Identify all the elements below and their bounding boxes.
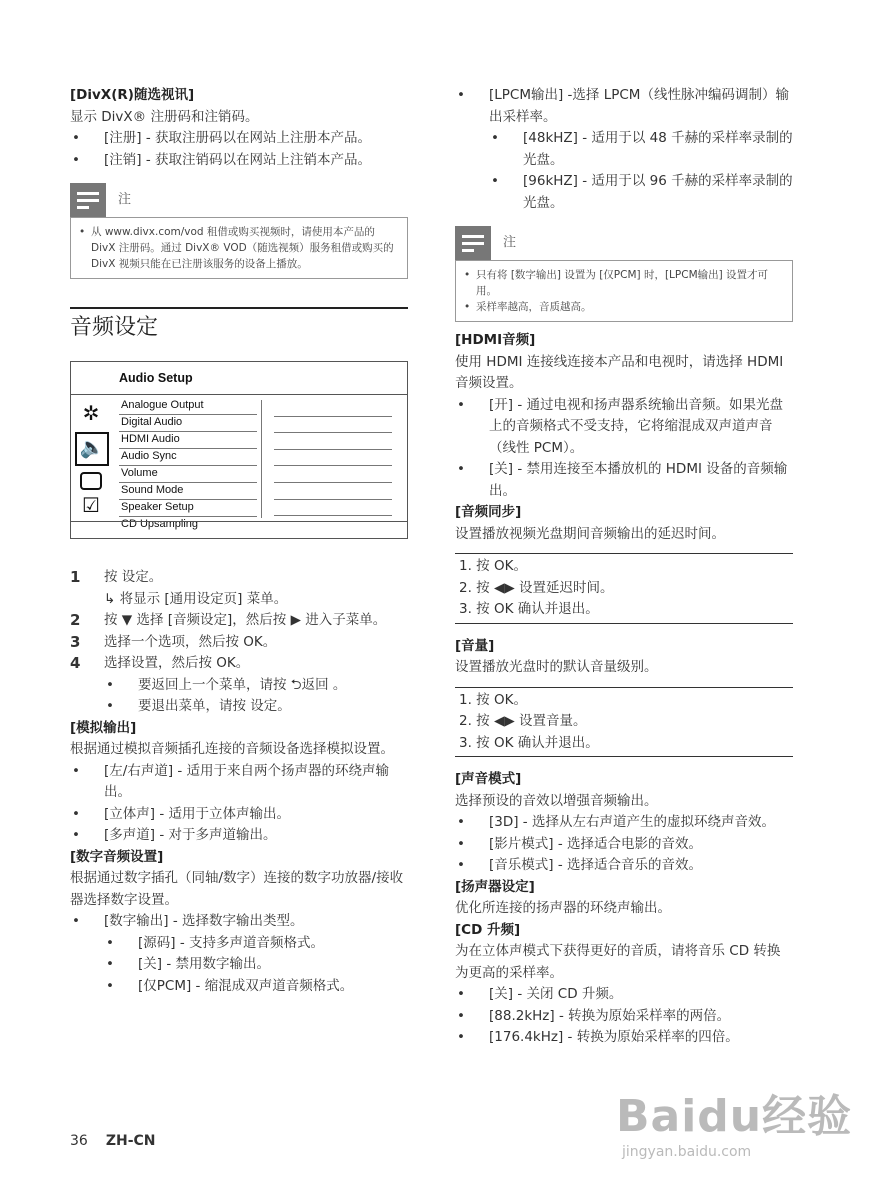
menu-item: Digital Audio bbox=[119, 415, 257, 432]
note-header bbox=[70, 183, 408, 217]
list-item: • [源码] - 支持多声道音频格式。 bbox=[70, 933, 408, 955]
menu-item: Sound Mode bbox=[119, 483, 257, 500]
volume-steps-table bbox=[455, 687, 793, 758]
sync-description: 设置播放视频光盘期间音频输出的延迟时间。 bbox=[455, 525, 725, 542]
language-code: ZH-CN bbox=[105, 1133, 156, 1149]
note-label: 注 bbox=[118, 192, 132, 208]
note-text: • 采样率越高，音质越高。 bbox=[462, 299, 782, 315]
setup-option-lines bbox=[274, 400, 392, 516]
volume-description: 设置播放光盘时的默认音量级别。 bbox=[455, 659, 658, 675]
list-item: • [96kHZ] - 适用于以 96 千赫的采样率录制的光盘。 bbox=[455, 171, 793, 214]
list-item: • [关] - 禁用连接至本播放机的 HDMI 设备的音频输出。 bbox=[455, 459, 793, 502]
watermark bbox=[616, 1080, 852, 1160]
list-item: • [开] - 通过电视和扬声器系统输出音频。如果光盘上的音频格式不受支持，它将缩混成双声道声音（线性 PCM）。 bbox=[455, 395, 793, 460]
list-item: • [音乐模式] - 选择适合音乐的音效。 bbox=[455, 855, 793, 877]
setup-menu-list bbox=[119, 398, 257, 533]
sound-mode-description: 选择预设的音效以增强音频输出。 bbox=[455, 792, 658, 809]
analog-description: 根据通过模拟音频插孔连接的音频设备选择模拟设置。 bbox=[70, 741, 394, 757]
table-row: 3. 按 OK 确认并退出。 bbox=[459, 734, 599, 751]
digital-heading: [数字音频设置] bbox=[70, 848, 164, 865]
table-row: 1. 按 OK。 bbox=[459, 691, 527, 708]
list-item: • [多声道] - 对于多声道输出。 bbox=[70, 825, 408, 847]
list-item: • 要退出菜单，请按 设定。 bbox=[70, 696, 408, 718]
list-item: • [48kHZ] - 适用于以 48 千赫的采样率录制的光盘。 bbox=[455, 128, 793, 171]
gear-icon: ✲ bbox=[82, 403, 100, 426]
list-item: • [数字输出] - 选择数字输出类型。 bbox=[70, 911, 408, 933]
step-text: 选择设置，然后按 OK。 bbox=[104, 655, 250, 671]
note-header bbox=[455, 226, 793, 260]
watermark-brand: Baidu经验 bbox=[616, 1091, 853, 1142]
note-icon bbox=[455, 226, 491, 260]
cd-heading: [CD 升频] bbox=[455, 921, 521, 938]
right-column bbox=[455, 85, 793, 1049]
list-item: • 要返回上一个菜单，请按 ⮌返回 。 bbox=[70, 675, 408, 697]
step bbox=[70, 653, 408, 675]
step-number: 3 bbox=[70, 632, 81, 651]
step bbox=[70, 632, 408, 654]
hdmi-description: 使用 HDMI 连接线连接本产品和电视时，请选择 HDMI 音频设置。 bbox=[455, 353, 784, 391]
menu-item: Analogue Output bbox=[119, 398, 257, 415]
sync-steps-table bbox=[455, 553, 793, 624]
sync-heading: [音频同步] bbox=[455, 504, 522, 520]
list-item: • [88.2kHz] - 转换为原始采样率的两倍。 bbox=[455, 1006, 793, 1028]
list-item: • [LPCM输出] -选择 LPCM（线性脉冲编码调制）输出采样率。 bbox=[455, 85, 793, 128]
list-item: • [3D] - 选择从左右声道产生的虚拟环绕声音效。 bbox=[455, 812, 793, 834]
digital-description: 根据通过数字插孔（同轴/数字）连接的数字功放器/接收器选择数字设置。 bbox=[70, 870, 404, 908]
divx-heading: [DivX(R)随选视讯] bbox=[70, 87, 195, 103]
sound-mode-heading: [声音模式] bbox=[455, 771, 522, 787]
menu-item: HDMI Audio bbox=[119, 432, 257, 449]
divider bbox=[261, 400, 262, 518]
volume-heading: [音量] bbox=[455, 637, 495, 654]
list-item: • [仅PCM] - 缩混成双声道音频格式。 bbox=[70, 976, 408, 998]
table-row: 2. 按 ◀▶ 设置延迟时间。 bbox=[459, 579, 614, 596]
list-item: • [关] - 关闭 CD 升频。 bbox=[455, 984, 793, 1006]
menu-item: Volume bbox=[119, 466, 257, 483]
step-text: 按 设定。 bbox=[104, 569, 163, 585]
table-row: 3. 按 OK 确认并退出。 bbox=[459, 601, 599, 617]
page-footer bbox=[70, 1133, 156, 1149]
audio-setup-menu-figure bbox=[70, 361, 408, 539]
cd-description: 为在立体声模式下获得更好的音质，请将音乐 CD 转换为更高的采样率。 bbox=[455, 943, 781, 981]
divider bbox=[71, 394, 407, 395]
analog-heading: [模拟输出] bbox=[70, 719, 137, 736]
step-text: 按 ▼ 选择 [音频设定]，然后按 ▶ 进入子菜单。 bbox=[104, 612, 387, 628]
note-text: • 从 www.divx.com/vod 租借或购买视频时，请使用本产品的 DivX 注册码。通过 DivX® VOD（随选视频）服务租借或购买的 DivX 视频只能在已注册该服务的设备上播放。 bbox=[77, 224, 397, 272]
setup-title: Audio Setup bbox=[119, 371, 193, 385]
speaker-icon: 🔈 bbox=[75, 432, 109, 466]
check-icon: ☑ bbox=[82, 495, 100, 518]
divider bbox=[71, 521, 407, 522]
note-box bbox=[70, 217, 408, 279]
list-item: • [立体声] - 适用于立体声输出。 bbox=[70, 804, 408, 826]
menu-item: Audio Sync bbox=[119, 449, 257, 466]
menu-item: Speaker Setup bbox=[119, 500, 257, 517]
watermark-url: jingyan.baidu.com bbox=[622, 1144, 752, 1160]
table-row: 1. 按 OK。 bbox=[459, 558, 527, 574]
menu-item: CD Upsampling bbox=[121, 518, 199, 530]
page-number: 36 bbox=[70, 1133, 88, 1149]
step-text: 选择一个选项，然后按 OK。 bbox=[104, 633, 277, 650]
list-item: • [左/右声道] - 适用于来自两个扬声器的环绕声输出。 bbox=[70, 761, 408, 804]
list-item: • [176.4kHz] - 转换为原始采样率的四倍。 bbox=[455, 1027, 793, 1049]
note-box bbox=[455, 260, 793, 322]
note-icon bbox=[70, 183, 106, 217]
hdmi-heading: [HDMI音频] bbox=[455, 332, 536, 348]
step bbox=[70, 567, 408, 589]
step-number: 1 bbox=[70, 568, 81, 586]
step-result: ↳ 将显示 [通用设定页] 菜单。 bbox=[104, 590, 288, 607]
list-item: • [注册] - 获取注册码以在网站上注册本产品。 bbox=[70, 128, 408, 150]
speaker-heading: [扬声器设定] bbox=[455, 878, 535, 895]
disc-icon bbox=[78, 468, 104, 494]
divx-description: 显示 DivX® 注册码和注销码。 bbox=[70, 108, 259, 125]
step-number: 4 bbox=[70, 654, 81, 672]
section-title: 音频设定 bbox=[70, 307, 408, 349]
step bbox=[70, 610, 408, 632]
note-text: • 只有将 [数字输出] 设置为 [仅PCM] 时，[LPCM输出] 设置才可用。 bbox=[462, 267, 782, 299]
left-column bbox=[70, 85, 408, 997]
speaker-description: 优化所连接的扬声器的环绕声输出。 bbox=[455, 900, 671, 916]
list-item: • [影片模式] - 选择适合电影的音效。 bbox=[455, 834, 793, 856]
step-number: 2 bbox=[70, 611, 81, 629]
list-item: • [关] - 禁用数字输出。 bbox=[70, 954, 408, 976]
steps-list bbox=[70, 567, 408, 718]
table-row: 2. 按 ◀▶ 设置音量。 bbox=[459, 713, 587, 729]
list-item: • [注销] - 获取注销码以在网站上注销本产品。 bbox=[70, 150, 408, 172]
note-label: 注 bbox=[503, 235, 517, 251]
